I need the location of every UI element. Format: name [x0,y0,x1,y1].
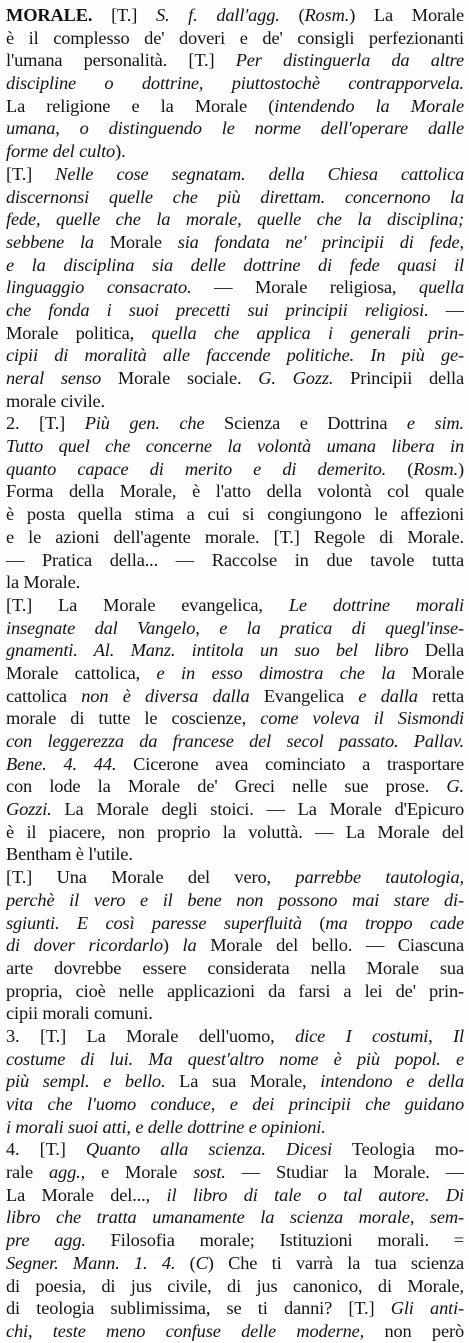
text-run: — Pratica della... — Raccolse in due tavole tutta [6,549,464,570]
text-line [6,390,464,413]
text-line [6,889,464,912]
text-run: arte dovrebbe essere considerata nella Morale sua [6,957,464,978]
text-run: è il piacere, non proprio la voluttà. — La Morale del [6,821,464,842]
text-run: è il complesso de' doveri e de' consigli perfezionanti [6,27,464,48]
text-run: e le azioni dell'agente morale. [T.] Regole di Morale. [6,526,464,547]
text-run: e dalla [358,685,418,706]
text-run: discernonsi quelle che più direttam. concernono la [6,186,464,207]
text-line [6,435,464,458]
text-run: Evangelica [249,685,359,706]
text-line [6,117,464,140]
text-run: neral senso [6,368,102,388]
text-line [6,639,464,662]
text-line [6,254,464,277]
text-run: Morale cattolica, [6,662,157,683]
text-line [6,72,464,95]
text-line [6,1320,464,1343]
text-run: di dover ricordarlo [6,935,163,956]
text-run: Gli anti- [390,1298,464,1319]
text-line [6,821,464,844]
text-run: di poesia, di jus civile, di jus canonico, di Morale, [6,1275,464,1296]
text-line [6,912,464,935]
text-line [6,753,464,776]
text-run: di teologia sublimissima, se ti danni? [T.] [6,1298,391,1319]
text-run: perchè il vero e il bene non possono mai stare di- [6,889,464,910]
text-run: che fonda i suoi precetti sui principii religiosi. [6,299,429,320]
text-run: Per distinguerla da altre [235,50,464,71]
text-run: parrebbe tautologia, [295,867,464,888]
text-run: e in esso dimostra che la [156,662,396,683]
text-run: agg. [48,1162,81,1183]
text-run: 2. [T.] [6,413,85,434]
text-run: la [182,935,197,956]
text-run: chi, teste meno confuse delle moderne, [6,1320,365,1341]
text-run: Quanto alla scienza. Dicesi [85,1139,333,1160]
text-run: discipline o dottrine, piuttostochè contrapporvela. [6,73,464,94]
text-line [6,594,464,617]
text-line [6,934,464,957]
text-run: [T.] Una Morale del vero, [6,867,296,888]
text-run: Più gen. che [84,413,205,434]
text-line [6,480,464,503]
text-run: quella [418,277,464,298]
text-run: G. Gozz. [258,368,334,388]
text-run: forme del culto [6,141,116,162]
text-run: con lode la Morale de' Greci nelle sue prose. [6,776,447,797]
text-line [6,231,464,254]
text-line [6,662,464,685]
text-run: morale civile. [6,390,106,411]
text-line [6,617,464,640]
text-line [6,571,464,594]
text-run: quanto capace di merito e di demerito. [6,458,387,479]
text-line [6,707,464,730]
text-run: i morali suoi atti, e delle dottrine e opinioni. [6,1116,326,1137]
text-line [6,322,464,345]
text-line [6,344,464,367]
text-run: intendono e della [320,1071,464,1092]
text-run: Segner. Mann. 1. 4. [6,1252,176,1273]
text-run: Nelle cose segnatam. della Chiesa cattolica [55,163,464,184]
text-line [6,367,464,390]
text-run: [T.] [6,163,56,184]
text-run: vita che l'uomo conduce, e dei principii che guidano [6,1094,464,1114]
text-run: la Morale. [6,572,81,593]
text-run: — [428,299,464,320]
text-line [6,412,464,435]
text-run: Teologia mo- [332,1139,464,1160]
text-line [6,299,464,322]
text-line [6,1116,464,1139]
text-run: cipii di moralità alle faccende politiche. In più ge- [6,345,464,366]
text-run: Morale [395,662,464,683]
text-run: sebbene la [6,231,110,252]
text-run: ( [301,912,326,933]
text-run: Principii della [333,368,464,388]
text-line [6,1048,464,1071]
text-run: non però [364,1320,464,1341]
text-run: Morale sociale. [101,368,259,388]
text-run: ) [162,935,183,956]
text-run: il libro di tale o tal autore. Di [166,1184,464,1205]
text-run: costume di lui. Ma quest'altro nome è più popol. e [6,1048,464,1069]
text-line [6,276,464,299]
text-run: ma troppo cade [325,912,464,933]
text-run: La Morale del..., [6,1184,167,1205]
text-line [6,1252,464,1275]
text-run: fede, quelle che la morale, quelle che la disciplina; [6,209,464,230]
text-run: intendendo la Morale [274,95,464,116]
text-run: Morale politica, [6,322,152,343]
text-line [6,1025,464,1048]
text-line [6,140,464,163]
text-line [6,1002,464,1025]
text-run: Tutto quel che concerne la volontà umana libera in [6,436,464,457]
text-run: morale di tutte le coscienze, [6,708,261,729]
text-run: e la disciplina sia delle dottrine di fede quasi il [6,254,464,275]
text-run: 4. [T.] [6,1139,86,1160]
text-line [6,526,464,549]
text-run: ). [115,141,126,162]
text-line [6,1184,464,1207]
text-run: propria, cioè nelle applicazioni da farsi a lei de' prin- [6,980,464,1001]
text-run: Bentham è l'utile. [6,844,133,865]
text-line [6,957,464,980]
text-line [6,1297,464,1320]
text-run: — Morale religiosa, [191,277,419,298]
text-run: Della [408,640,464,661]
text-line [6,685,464,708]
text-run: ( [386,458,414,479]
text-line [6,1275,464,1298]
text-run: — Studiar la Morale. — [225,1162,464,1183]
text-run: La sua Morale, [165,1071,321,1092]
headword: MORALE. [6,5,93,25]
text-run: con leggerezza da francese del secol passato. Pallav. [6,731,464,751]
text-run: retta [417,685,464,706]
text-line [6,27,464,50]
text-run: umana, o distinguendo le norme dell'operare dalle [6,118,464,139]
text-run: C [195,1252,208,1273]
text-run: Rosm. [304,5,350,25]
text-run: G. [446,776,464,797]
text-run: cipii morali comuni. [6,1003,153,1024]
text-run: Bene. 4. 44. [6,753,117,774]
text-run: Morale del bello. — Ciascuna [196,935,464,956]
text-run: ) La Morale [349,5,464,25]
text-run: Rosm. [413,458,459,479]
text-run: non è diversa dalla [81,685,250,706]
text-run: ) [458,458,464,479]
text-run: S. f. dall'agg. [155,5,280,25]
text-run: Gozzi. [6,799,52,820]
text-line [6,49,464,72]
text-run: linguaggio consacrato. [6,277,192,298]
text-run: rale [6,1162,49,1183]
text-line [6,798,464,821]
text-run: [T.] [92,5,156,25]
text-line [6,95,464,118]
text-run: Filosofia morale; Istituzioni morali. = [85,1230,464,1251]
text-run: 3. [T.] La Morale dell'uomo, [6,1025,296,1046]
text-line [6,730,464,753]
text-line [6,186,464,209]
text-run: Le dottrine morali [288,594,464,615]
text-run: più sempl. e bello. [6,1071,166,1092]
text-run: sost. [193,1162,226,1183]
text-line [6,1206,464,1229]
text-run: sgiunti. E così paresse superfluità [6,912,302,933]
text-run: pre agg. [6,1230,86,1251]
text-run: Scienza e Dottrina [204,413,407,434]
text-run: cattolica [6,685,82,706]
text-run: quella che applica i generali prin- [151,322,464,343]
text-run: Morale [109,231,178,252]
text-line [6,1161,464,1184]
text-line [6,1070,464,1093]
text-run: gnamenti. Al. Manz. intitola un suo bel libro [6,640,409,661]
text-run: sia fondata ne' principii di fede, [177,231,464,252]
text-line [6,843,464,866]
text-line [6,208,464,231]
text-run: libro che tratta umanamente la scienza morale, sem- [6,1207,464,1228]
text-run: è posta quella stima a cui si congiungono le affezioni [6,504,464,525]
text-run: l'umana personalità. [T.] [6,50,236,71]
text-line [6,458,464,481]
entry-text-column [6,4,464,1343]
text-line [6,775,464,798]
text-line [6,866,464,889]
text-run: Forma della Morale, è l'atto della volontà col quale [6,481,464,502]
text-line [6,1093,464,1116]
text-line [6,980,464,1003]
text-run: ( [175,1252,196,1273]
text-line [6,503,464,526]
text-run: La religione e la Morale ( [6,95,275,116]
text-run: Cicerone avea cominciato a trasportare [116,753,464,774]
text-line [6,1229,464,1252]
text-run: , e Morale [80,1162,194,1183]
text-line [6,4,464,27]
text-run: dice I costumi, Il [295,1025,464,1046]
text-run: insegnate dal Vangelo, e la pratica di quegl'inse- [6,617,464,638]
text-line [6,549,464,572]
text-run: [T.] La Morale evangelica, [6,594,289,615]
text-line [6,163,464,186]
text-line [6,1138,464,1161]
text-run: La Morale degli stoici. — La Morale d'Epicuro [51,799,464,820]
text-run: come voleva il Sismondi [260,708,464,729]
text-run: ) Che ti varrà la tua scienza [207,1252,464,1273]
text-run: ( [279,5,305,25]
text-run: e sim. [406,413,464,434]
